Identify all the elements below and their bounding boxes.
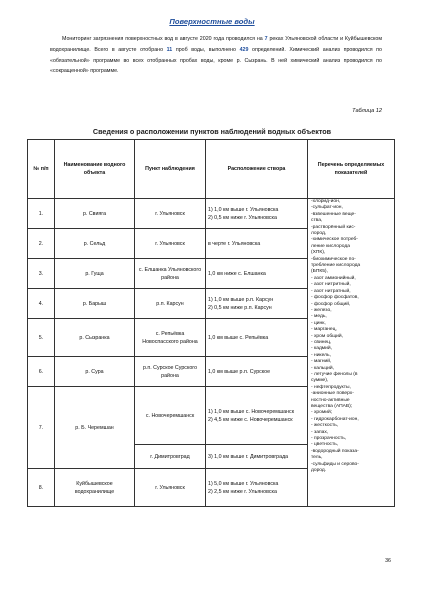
location-line: 1,0 км выше р.п. Сурское — [208, 368, 271, 375]
row-num: 7. — [28, 387, 55, 469]
header-num: № п/п — [28, 140, 55, 199]
location-line: 1,0 км ниже с. Елшанка — [208, 270, 266, 277]
table-row — [28, 199, 395, 229]
header-indicators: Перечень определяемых показателей — [308, 140, 395, 199]
indicator-item: - жесткость, — [311, 423, 339, 429]
location-line: 1,0 км выше с. Репьёвка — [208, 334, 269, 341]
indicator-item: - азот нитритный, — [311, 282, 351, 288]
rivers-count: 7 — [264, 36, 268, 42]
indicator-item: (ХПК), — [311, 250, 326, 256]
row-location — [206, 259, 308, 289]
location-line: 1) 5,0 км выше г. Ульяновска — [208, 480, 279, 487]
indicator-item: лород, — [311, 231, 327, 237]
row-object: р. Сура — [55, 357, 135, 387]
section-heading: Поверхностные воды — [169, 17, 255, 26]
indicator-item: требление кислорода — [311, 263, 361, 269]
location-line: 2) 4,5 км ниже с. Новочеремшанск — [208, 416, 293, 423]
indicator-item: -анионные поверх- — [311, 391, 354, 397]
row-point: с. Новочеремшанск — [135, 387, 206, 445]
intro-paragraph — [50, 34, 382, 77]
indicator-item: -растворённый кис- — [311, 224, 356, 230]
indicator-item: -сульфиды и серово- — [311, 461, 359, 467]
indicator-item: - прозрачность, — [311, 436, 347, 442]
indicator-item: тель, — [311, 455, 323, 461]
indicator-item: вещества (АПАВ); — [311, 404, 353, 409]
indicator-item: - фосфор общий, — [311, 301, 351, 307]
row-num: 8. — [28, 469, 55, 507]
samples-count: 11 — [166, 46, 173, 53]
indicator-item: -водородный показа- — [311, 448, 359, 454]
row-object: Куйбышевское водохранилище — [55, 469, 135, 507]
indicator-item: - кальций, — [311, 365, 334, 371]
location-line: в черте г. Ульяновска — [208, 240, 261, 247]
row-location — [206, 469, 308, 507]
row-num: 4. — [28, 289, 55, 319]
para-text-1: Мониторинг загрязнения поверхностных вод в августе 2020 года проводился на — [62, 36, 265, 42]
table-caption: Сведения о расположении пунктов наблюдений водных объектов — [92, 127, 332, 136]
row-point: р.п. Сурское Сурского района — [135, 357, 206, 387]
indicator-item: - азот нитратный, — [311, 288, 351, 294]
location-line: 2) 0,5 км ниже г. Ульяновска — [208, 214, 277, 221]
header-point: Пункт наблюдения — [135, 140, 206, 199]
row-point: г. Димитровград — [135, 445, 206, 469]
row-point: г. Ульяновск — [135, 199, 206, 229]
indicator-item: - летучие фенолы (в — [311, 371, 358, 377]
indicator-item: ства, — [311, 218, 323, 224]
row-location — [206, 357, 308, 387]
indicator-item: - марганец, — [311, 327, 337, 333]
indicator-item: -химическое потреб- — [311, 237, 358, 243]
row-location — [206, 229, 308, 259]
indicator-item: -сульфат-ион, — [311, 205, 343, 211]
row-object: р. Сельд — [55, 229, 135, 259]
para-text-4: определений. Химический анализ проводился по «обязательной» программе во всех отобранных пробах воды, кроме р. Сызрань. В ней химический анализ проводился по «сокращенной» программе. — [50, 46, 382, 75]
row-object: р. Барыш — [55, 289, 135, 319]
indicator-item: - медь, — [311, 314, 327, 320]
indicator-item: - хромий; — [311, 410, 333, 416]
indicator-item: - гидрокарбонат-ион, — [311, 416, 359, 422]
row-num: 5. — [28, 319, 55, 357]
header-object: Наименование водного объекта — [55, 140, 135, 199]
indicator-item: -хлорид-ион, — [311, 199, 341, 204]
row-point: г. Ульяновск — [135, 469, 206, 507]
indicator-item: (БПК5), — [311, 269, 328, 275]
observation-points-table — [27, 139, 395, 507]
row-location — [206, 445, 308, 469]
row-location — [206, 199, 308, 229]
location-line: 1) 1,0 км выше с. Новочеремшанск — [208, 408, 295, 415]
row-num: 3. — [28, 259, 55, 289]
indicator-item: дород. — [311, 468, 327, 474]
indicator-item: - свинец, — [311, 339, 332, 345]
row-object: р. Сызранка — [55, 319, 135, 357]
page-number: 36 — [385, 558, 391, 564]
indicators-cell — [308, 199, 395, 507]
indicator-item: ностно-активные — [311, 397, 350, 403]
para-text-2: реках Ульяновской области и Куйбышевском водохранилище. Всего в августе отобрано — [50, 36, 382, 53]
indicator-item: - железо, — [311, 307, 332, 313]
row-num: 2. — [28, 229, 55, 259]
indicator-item: - запах, — [311, 429, 329, 435]
table-header-row — [28, 140, 395, 199]
table-number: Таблица 12 — [352, 108, 382, 114]
row-point: г. Ульяновск — [135, 229, 206, 259]
indicator-item: ление кислорода — [311, 243, 350, 249]
indicator-item: -взвешенные веще- — [311, 211, 356, 217]
row-point: с. Репьёвка Новоспасского района — [135, 319, 206, 357]
row-location — [206, 387, 308, 445]
location-line: 2) 0,5 км ниже р.п. Карсун — [208, 304, 272, 311]
location-line: 1) 1,0 км выше г. Ульяновска — [208, 206, 279, 213]
indicator-item: - цветность, — [311, 442, 339, 448]
indicator-item: - цинк, — [311, 320, 326, 326]
row-num: 6. — [28, 357, 55, 387]
row-num: 1. — [28, 199, 55, 229]
indicator-item: - азот аммонийный, — [311, 275, 356, 281]
row-point: р.п. Карсун — [135, 289, 206, 319]
indicator-item: - хром общий, — [311, 333, 343, 339]
row-location — [206, 319, 308, 357]
row-object: р. Гуща — [55, 259, 135, 289]
indicator-item: - нефтепродукты, — [311, 384, 351, 390]
row-object: р. Б. Черемшан — [55, 387, 135, 469]
indicator-item: - кадмий, — [311, 346, 332, 352]
indicator-item: - магний, — [311, 359, 332, 365]
indicator-item: сумме), — [311, 378, 329, 384]
determinations-count: 429 — [239, 46, 249, 53]
location-line: 2) 2,5 км ниже г. Ульяновска — [208, 488, 277, 495]
row-location — [206, 289, 308, 319]
indicator-item: -биохимическое по- — [311, 256, 356, 262]
para-text-3: проб воды, выполнено — [172, 46, 240, 53]
row-point: с. Елшанка Ульяновского района — [135, 259, 206, 289]
header-location: Расположение створа — [206, 140, 308, 199]
indicator-item: - никель, — [311, 352, 331, 358]
row-object: р. Свияга — [55, 199, 135, 229]
location-line: 3) 1,0 км выше г. Димитровграда — [208, 453, 289, 460]
location-line: 1) 1,0 км выше р.п. Карсун — [208, 296, 274, 303]
indicator-item: - фосфор фосфатов, — [311, 295, 359, 301]
